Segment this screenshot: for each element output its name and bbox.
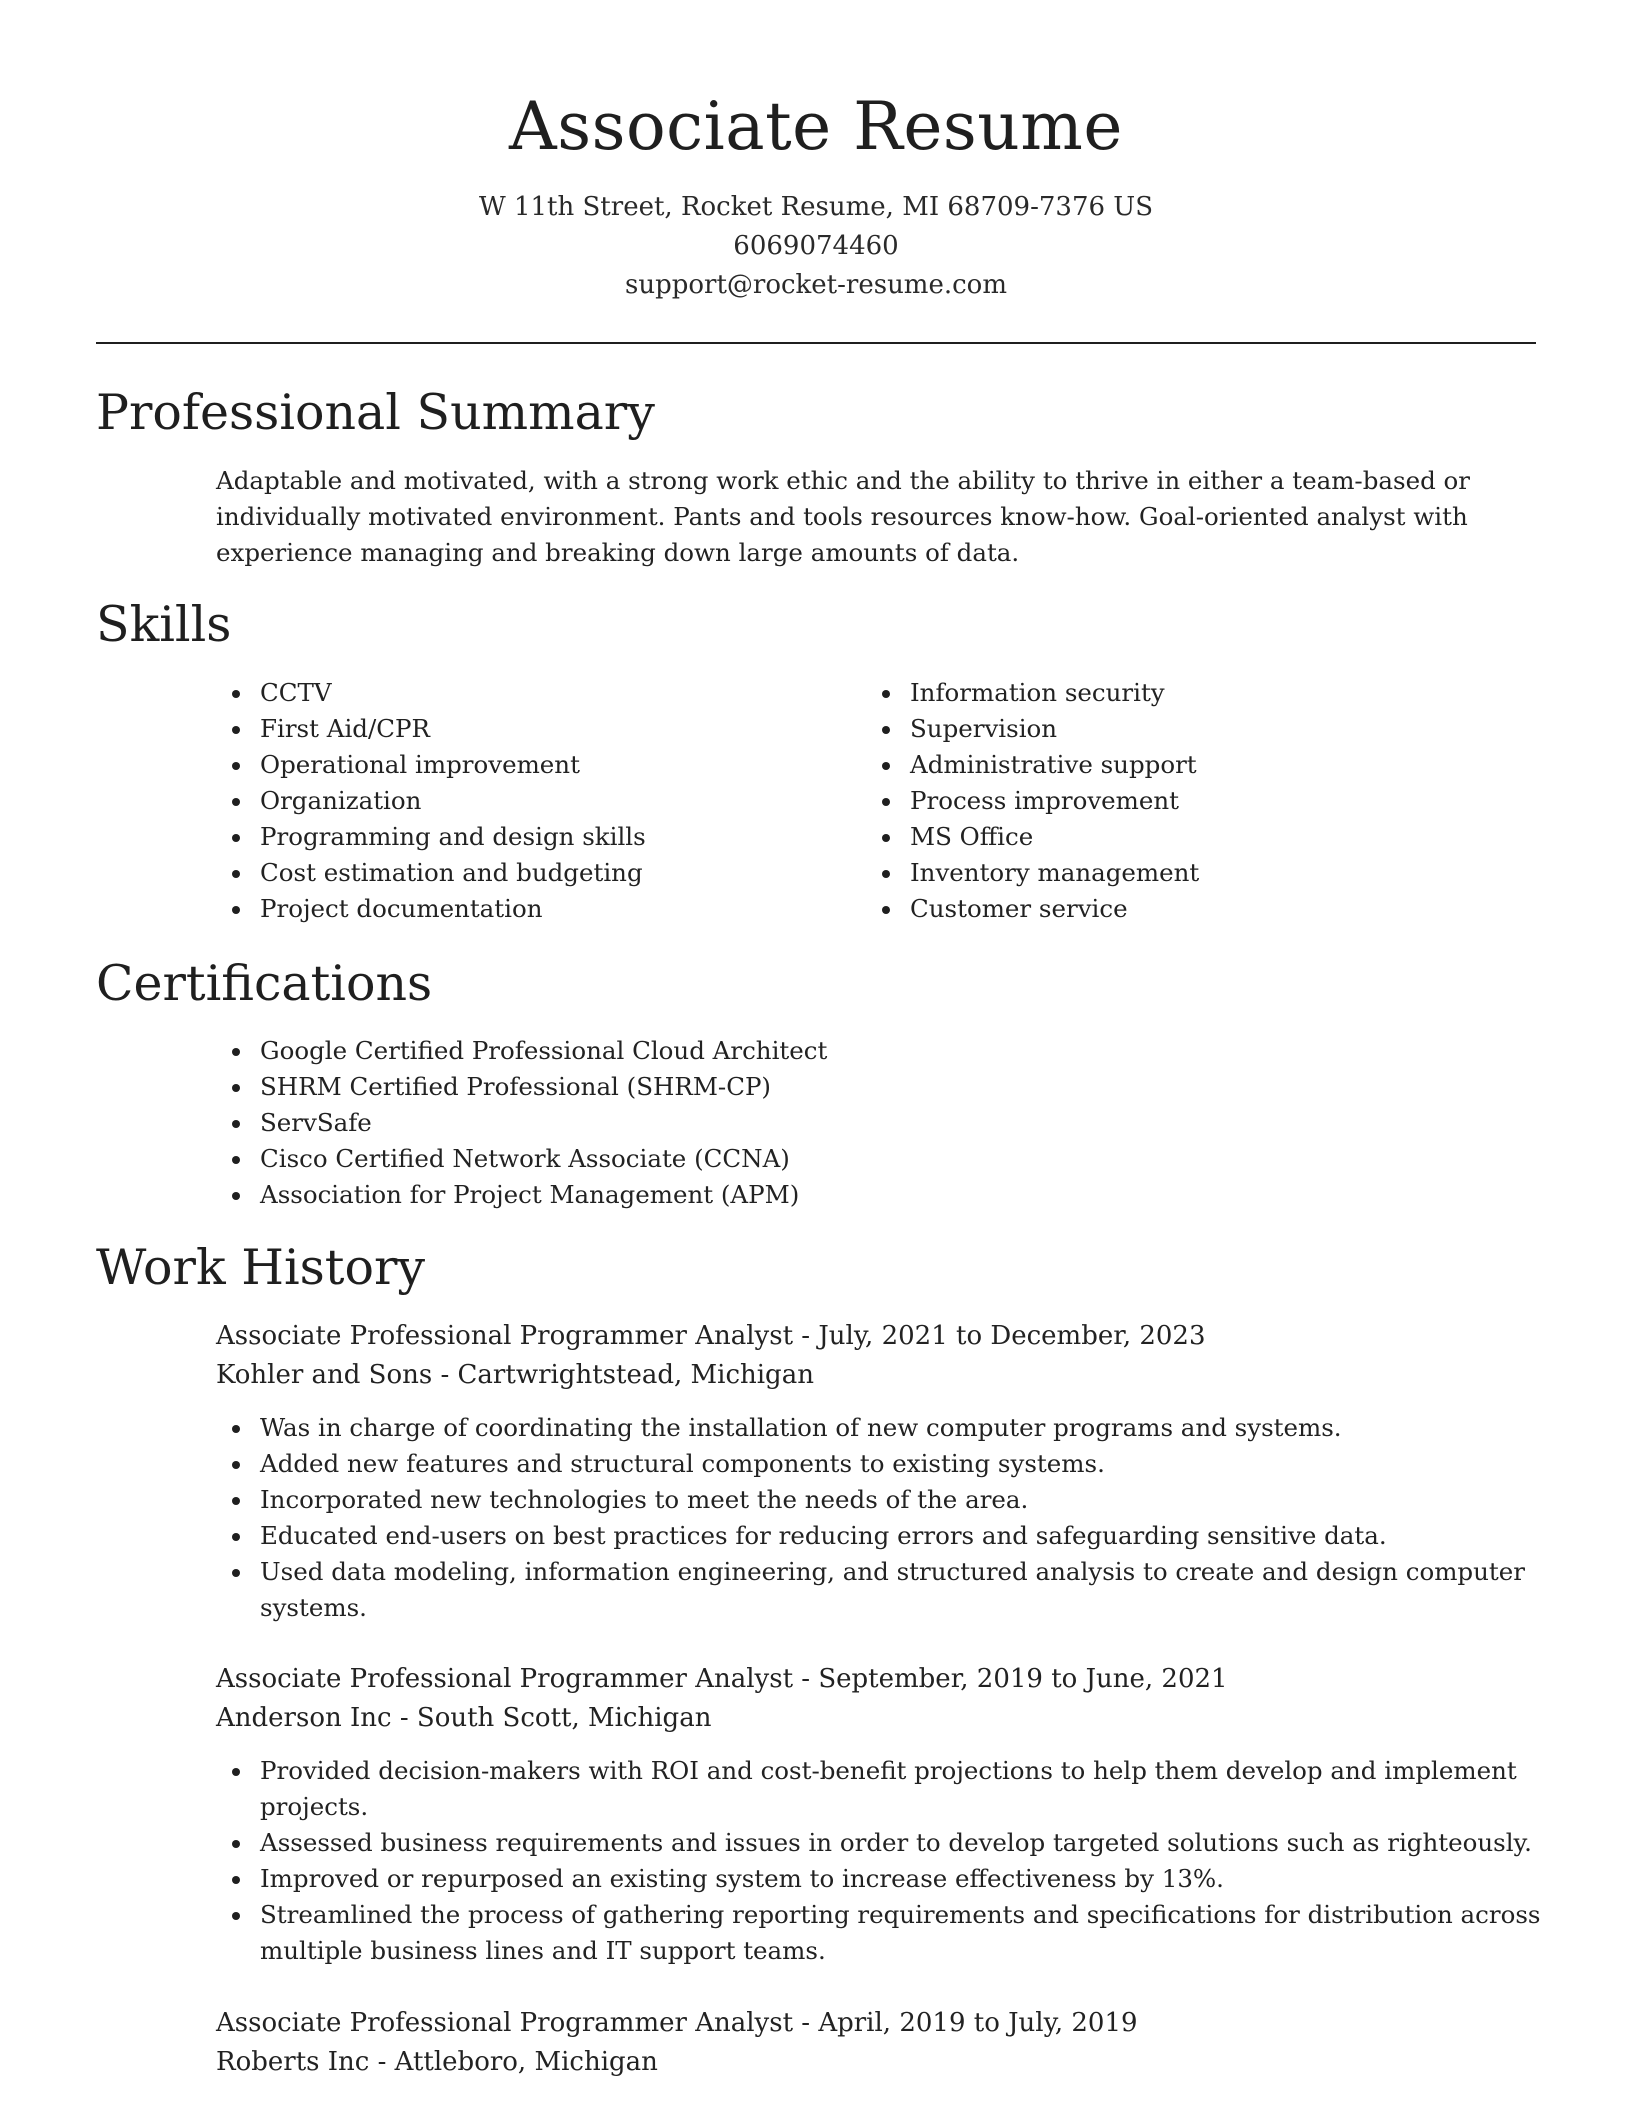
skill-item: MS Office — [910, 819, 1510, 855]
contact-block — [0, 188, 1632, 305]
job-bullet: Used data modeling, information engineering, and structured analysis to create and design computer systems. — [260, 1554, 1560, 1626]
skill-item: Inventory management — [910, 855, 1510, 891]
skill-item: CCTV — [260, 675, 860, 711]
skills-heading: Skills — [96, 596, 232, 653]
skill-item: Cost estimation and budgeting — [260, 855, 860, 891]
job-bullet: Streamlined the process of gathering reporting requirements and specifications for distribution across multiple business lines and IT support teams. — [260, 1897, 1560, 1969]
job-bullet: Added new features and structural components to existing systems. — [260, 1446, 1560, 1482]
job-entry-header — [216, 1317, 1516, 1395]
job-company-line: Anderson Inc - South Scott, Michigan — [216, 1703, 712, 1733]
skills-list-right — [866, 675, 1510, 927]
job-company-line: Roberts Inc - Attleboro, Michigan — [216, 2047, 658, 2077]
job-bullet: Incorporated new technologies to meet the needs of the area. — [260, 1482, 1560, 1518]
certifications-heading: Certifications — [96, 955, 433, 1012]
job-bullets — [216, 1753, 1560, 1969]
job-role-line: Associate Professional Programmer Analyst - April, 2019 to July, 2019 — [216, 2008, 1138, 2038]
job-bullet: Provided decision-makers with ROI and cost-benefit projections to help them develop and implement projects. — [260, 1753, 1560, 1825]
skill-item: Programming and design skills — [260, 819, 860, 855]
job-role-line: Associate Professional Programmer Analyst - July, 2021 to December, 2023 — [216, 1321, 1206, 1351]
header-divider — [96, 342, 1536, 344]
certification-item: Cisco Certified Network Associate (CCNA) — [260, 1141, 1560, 1177]
skill-item: Project documentation — [260, 891, 860, 927]
skill-item: Operational improvement — [260, 747, 860, 783]
resume-title: Associate Resume — [509, 88, 1123, 165]
certification-item: Association for Project Management (APM) — [260, 1177, 1560, 1213]
phone-text: 6069074460 — [733, 231, 899, 261]
summary-heading: Professional Summary — [96, 384, 655, 441]
work-history-heading: Work History — [96, 1239, 426, 1296]
job-bullets — [216, 1410, 1560, 1626]
skill-item: Process improvement — [910, 783, 1510, 819]
skill-item: Supervision — [910, 711, 1510, 747]
job-bullet: Educated end-users on best practices for reducing errors and safeguarding sensitive data. — [260, 1518, 1560, 1554]
address-text: W 11th Street, Rocket Resume, MI 68709-7376 US — [478, 192, 1154, 222]
job-bullet: Assessed business requirements and issues in order to develop targeted solutions such as righteously. — [260, 1825, 1560, 1861]
job-entry-header — [216, 1660, 1516, 1738]
job-bullet: Was in charge of coordinating the installation of new computer programs and systems. — [260, 1410, 1560, 1446]
certification-item: ServSafe — [260, 1105, 1560, 1141]
skill-item: Organization — [260, 783, 860, 819]
certifications-list — [216, 1033, 1560, 1213]
skills-list-left — [216, 675, 860, 927]
certification-item: Google Certified Professional Cloud Architect — [260, 1033, 1560, 1069]
resume-header — [0, 0, 1632, 305]
job-entry-header — [216, 2004, 1516, 2082]
skill-item: First Aid/CPR — [260, 711, 860, 747]
job-company-line: Kohler and Sons - Cartwrightstead, Michigan — [216, 1360, 814, 1390]
job-role-line: Associate Professional Programmer Analyst - September, 2019 to June, 2021 — [216, 1664, 1228, 1694]
summary-text: Adaptable and motivated, with a strong work ethic and the ability to thrive in either a team-based or individually motivated environment. Pants and tools resources know-how. Goal-oriented analyst with experience managing and breaking down large amounts of data. — [216, 466, 1471, 567]
skill-item: Customer service — [910, 891, 1510, 927]
job-bullet: Improved or repurposed an existing system to increase effectiveness by 13%. — [260, 1861, 1560, 1897]
skill-item: Information security — [910, 675, 1510, 711]
email-text: support@rocket-resume.com — [624, 270, 1007, 300]
skill-item: Administrative support — [910, 747, 1510, 783]
certification-item: SHRM Certified Professional (SHRM-CP) — [260, 1069, 1560, 1105]
